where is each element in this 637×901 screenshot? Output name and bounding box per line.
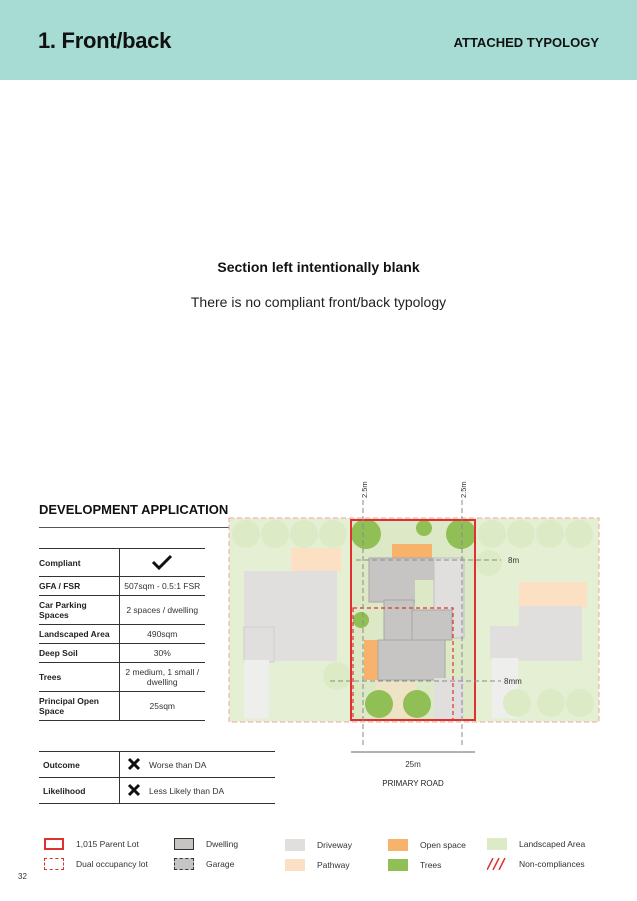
legend-label: Trees bbox=[420, 860, 442, 870]
legend-item bbox=[388, 859, 441, 871]
table-row bbox=[39, 692, 205, 721]
row-label: Compliant bbox=[39, 549, 119, 577]
dim-8mm-label: 8mm bbox=[504, 677, 522, 686]
legend-item bbox=[487, 838, 585, 850]
row-value: 25sqm bbox=[119, 692, 205, 721]
row-value: 30% bbox=[119, 644, 205, 663]
subject-lot bbox=[351, 519, 476, 720]
parent-lot-swatch bbox=[44, 838, 64, 850]
table-row bbox=[39, 644, 205, 663]
table-row bbox=[39, 625, 205, 644]
legend-label: Driveway bbox=[317, 840, 352, 850]
tree bbox=[351, 519, 381, 549]
legend-label: Non-compliances bbox=[519, 859, 585, 869]
cross-icon bbox=[119, 778, 149, 804]
legend-item bbox=[44, 838, 139, 850]
page-title: 1. Front/back bbox=[38, 28, 172, 53]
row-label: Trees bbox=[39, 663, 119, 692]
row-value: Less Likely than DA bbox=[149, 778, 275, 804]
row-label: GFA / FSR bbox=[39, 577, 119, 596]
page-header bbox=[0, 0, 637, 80]
dim-8m-label: 8m bbox=[508, 556, 520, 565]
legend-label: Landscaped Area bbox=[519, 839, 586, 849]
da-table bbox=[39, 548, 205, 721]
tree bbox=[353, 612, 369, 628]
legend-item bbox=[285, 839, 352, 851]
row-label: Deep Soil bbox=[39, 644, 119, 663]
legend bbox=[0, 830, 637, 880]
setback-left-label: 2.5m bbox=[360, 481, 369, 498]
frontage-label: 25m bbox=[405, 760, 421, 769]
row-label: Outcome bbox=[39, 752, 119, 778]
setback-right-label: 2.5m bbox=[459, 481, 468, 498]
legend-label: Garage bbox=[206, 859, 235, 869]
blank-section-text: There is no compliant front/back typology bbox=[190, 294, 447, 310]
landscaped-swatch bbox=[487, 838, 507, 850]
da-title: DEVELOPMENT APPLICATION bbox=[39, 502, 229, 517]
road-label: PRIMARY ROAD bbox=[382, 779, 444, 788]
site-plan bbox=[226, 470, 606, 795]
da-divider bbox=[39, 527, 233, 528]
legend-label: Dwelling bbox=[206, 839, 239, 849]
dwelling-rear bbox=[378, 640, 445, 680]
driveway-swatch bbox=[285, 839, 305, 851]
checkmark-icon bbox=[151, 554, 173, 570]
legend-label: 1,015 Parent Lot bbox=[76, 839, 139, 849]
legend-item bbox=[174, 838, 238, 850]
garage-swatch bbox=[174, 858, 194, 870]
trees-swatch bbox=[388, 859, 408, 871]
row-value: 490sqm bbox=[119, 625, 205, 644]
dual-lot-swatch bbox=[44, 858, 64, 870]
dwelling-swatch bbox=[174, 838, 194, 850]
row-label: Landscaped Area bbox=[39, 625, 119, 644]
pathway-swatch bbox=[285, 859, 305, 871]
cross-icon bbox=[119, 752, 149, 778]
blank-section-heading: Section left intentionally blank bbox=[217, 259, 420, 275]
legend-label: Open space bbox=[420, 840, 466, 850]
row-label: Principal Open Space bbox=[39, 692, 119, 721]
open-space-swatch bbox=[388, 839, 408, 851]
row-value: 2 spaces / dwelling bbox=[119, 596, 205, 625]
tree bbox=[446, 519, 476, 549]
legend-item bbox=[44, 858, 148, 870]
row-value: 2 medium, 1 small / dwelling bbox=[119, 663, 205, 692]
row-label: Car Parking Spaces bbox=[39, 596, 119, 625]
legend-item bbox=[487, 858, 585, 870]
page-number: 32 bbox=[18, 872, 27, 881]
compliant-value bbox=[119, 549, 205, 577]
table-row bbox=[39, 663, 205, 692]
table-row bbox=[39, 596, 205, 625]
legend-label: Dual occupancy lot bbox=[76, 859, 148, 869]
table-row bbox=[39, 577, 205, 596]
legend-item bbox=[388, 839, 466, 851]
noncompliance-swatch bbox=[487, 858, 507, 870]
tree bbox=[365, 690, 393, 718]
typology-label: ATTACHED TYPOLOGY bbox=[453, 35, 599, 50]
garage bbox=[384, 600, 414, 640]
row-value: 507sqm - 0.5:1 FSR bbox=[119, 577, 205, 596]
tree bbox=[416, 520, 432, 536]
tree bbox=[403, 690, 431, 718]
legend-label: Pathway bbox=[317, 860, 350, 870]
table-row bbox=[39, 549, 205, 577]
row-label: Likelihood bbox=[39, 778, 119, 804]
legend-item bbox=[174, 858, 234, 870]
legend-item bbox=[285, 859, 350, 871]
row-value: Worse than DA bbox=[149, 752, 275, 778]
